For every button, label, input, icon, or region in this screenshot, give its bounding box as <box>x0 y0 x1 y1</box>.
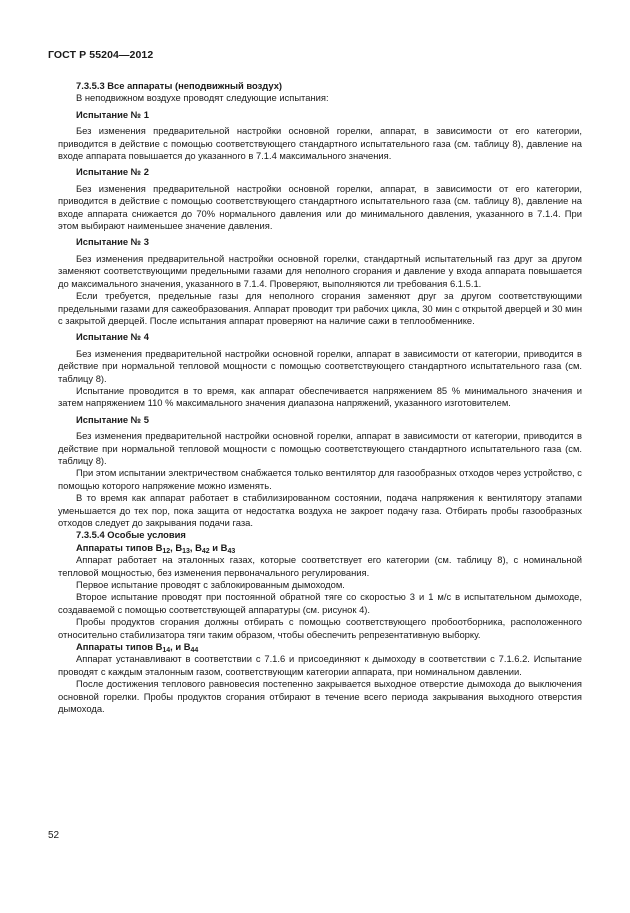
test1-title: Испытание № 1 <box>76 108 149 120</box>
types-b14-b44-heading: Аппараты типов $B_{14}$, и $B_{44}$ <box>76 641 199 655</box>
test5-paragraph-3: В то время как аппарат работает в стабилизированном состоянии, подача напряжения к вентилятору этапами уменьшается до тех пор, пока защита от недостатка воздуха не закроет подачу газа. Отбирать пробы газообразных отходов следует до закрывания подачи газа. <box>58 492 582 528</box>
section-7353-intro: В неподвижном воздухе проводят следующие испытания: <box>76 92 329 104</box>
section-7353-title: 7.3.5.3 Все аппараты (неподвижный воздух) <box>76 80 283 91</box>
page-number: 52 <box>48 830 60 841</box>
page-header: ГОСТ Р 55204—2012 <box>48 49 154 61</box>
page-content <box>58 80 582 716</box>
test2-title: Испытание № 2 <box>76 166 149 178</box>
types-a-paragraph-3: Второе испытание проводят при постоянной обратной тяге со скоростью 3 и 1 м/с в испытательном дымоходе, создаваемой с помощью соответствующей аппаратуры (см. рисунок 4). <box>58 591 582 615</box>
types-b-paragraph-1: Аппарат устанавливают в соответствии с 7.1.6 и присоединяют к дымоходу в соответствии с 7.1.6.2. Испытание проводят с каждым эталонным газом, соответствующим категории аппарата, при номинальном давлении. <box>58 653 582 677</box>
test3-paragraph-1: Без изменения предварительной настройки основной горелки, стандартный испытательный газ друг за другом заменяют соответствующими предельными газами для неполного сгорания и давление у входа аппарата повышается до максимального значения, указанного в 7.1.4. Проверяют, выполняются ли требования 6.1.5.1. <box>58 252 582 289</box>
types-b-paragraph-2: После достижения теплового равновесия постепенно закрывается выходное отверстие дымохода до выключения основной горелки. Пробы продуктов сгорания отбирают в течение всего периода закрывания выходного отверстия дымохода. <box>58 678 582 715</box>
test5-paragraph-2: При этом испытании электричеством снабжается только вентилятор для газообразных отходов через устройство, с помощью которого напряжение можно изменять. <box>58 467 582 491</box>
test4-title: Испытание № 4 <box>76 331 149 343</box>
test3-title: Испытание № 3 <box>76 236 149 248</box>
types-b12-b43-heading: Аппараты типов $B_{12}$, $B_{13}$, $B_{42}$ и $B_{43}$ <box>76 541 236 555</box>
test2-paragraph: Без изменения предварительной настройки основной горелки, аппарат, в зависимости от его категории, приводится в действие с помощью соответствующего стандартного испытательного газа (см. таблицу 8), давление на входе аппарата снижается до 70% нормального давления или до минимального давления, указанного в 7.1.4. При этом выбирают наименьшее значение давления. <box>58 182 582 232</box>
test1-paragraph: Без изменения предварительной настройки основной горелки, аппарат, в зависимости от его категории, приводится в действие с помощью соответствующего стандартного испытательного газа (см. таблицу 8), давление на входе аппарата повышается до указанного в 7.1.4 максимального значения. <box>58 125 582 162</box>
types-a-paragraph-4: Пробы продуктов сгорания должны отбирать с помощью соответствующего пробоотборника, расположенного относительно стабилизатора тяги таким образом, чтобы обеспечить репрезентативную выборку. <box>58 616 582 640</box>
test3-paragraph-2: Если требуется, предельные газы для неполного сгорания заменяют друг за другом соответствующими предельными газами для сажеобразования. Аппарат проводит три рабочих цикла, 30 мин с открытой дверцей и 30 мин с закрытой дверцей. После испытания аппарат проверяют на наличие сажи в теплообменнике. <box>58 290 582 326</box>
test4-paragraph-1: Без изменения предварительной настройки основной горелки, аппарат в зависимости от категории, приводится в действие при нормальной тепловой мощности с помощью соответствующего стандартного испытательного газа (см. таблицу 8). <box>58 347 582 384</box>
types-a-paragraph-2: Первое испытание проводят с заблокированным дымоходом. <box>76 579 345 591</box>
section-7354-title: 7.3.5.4 Особые условия <box>76 529 186 541</box>
types-a-paragraph-1: Аппарат работает на эталонных газах, которые соответствует его категории (см. таблицу 8), с номинальной тепловой мощностью, без изменения первоначального регулирования. <box>58 554 582 578</box>
test5-title: Испытание № 5 <box>76 413 149 425</box>
test4-paragraph-2: Испытание проводится в то время, как аппарат обеспечивается напряжением 85 % минимального значения и затем напряжением 110 % максимального значения диапазона напряжений, указанного изготовителем. <box>58 384 582 409</box>
test5-paragraph-1: Без изменения предварительной настройки основной горелки, аппарат в зависимости от категории, приводится в действие при нормальной тепловой мощности с помощью соответствующего стандартного испытательного газа (см. таблицу 8). <box>58 430 582 466</box>
